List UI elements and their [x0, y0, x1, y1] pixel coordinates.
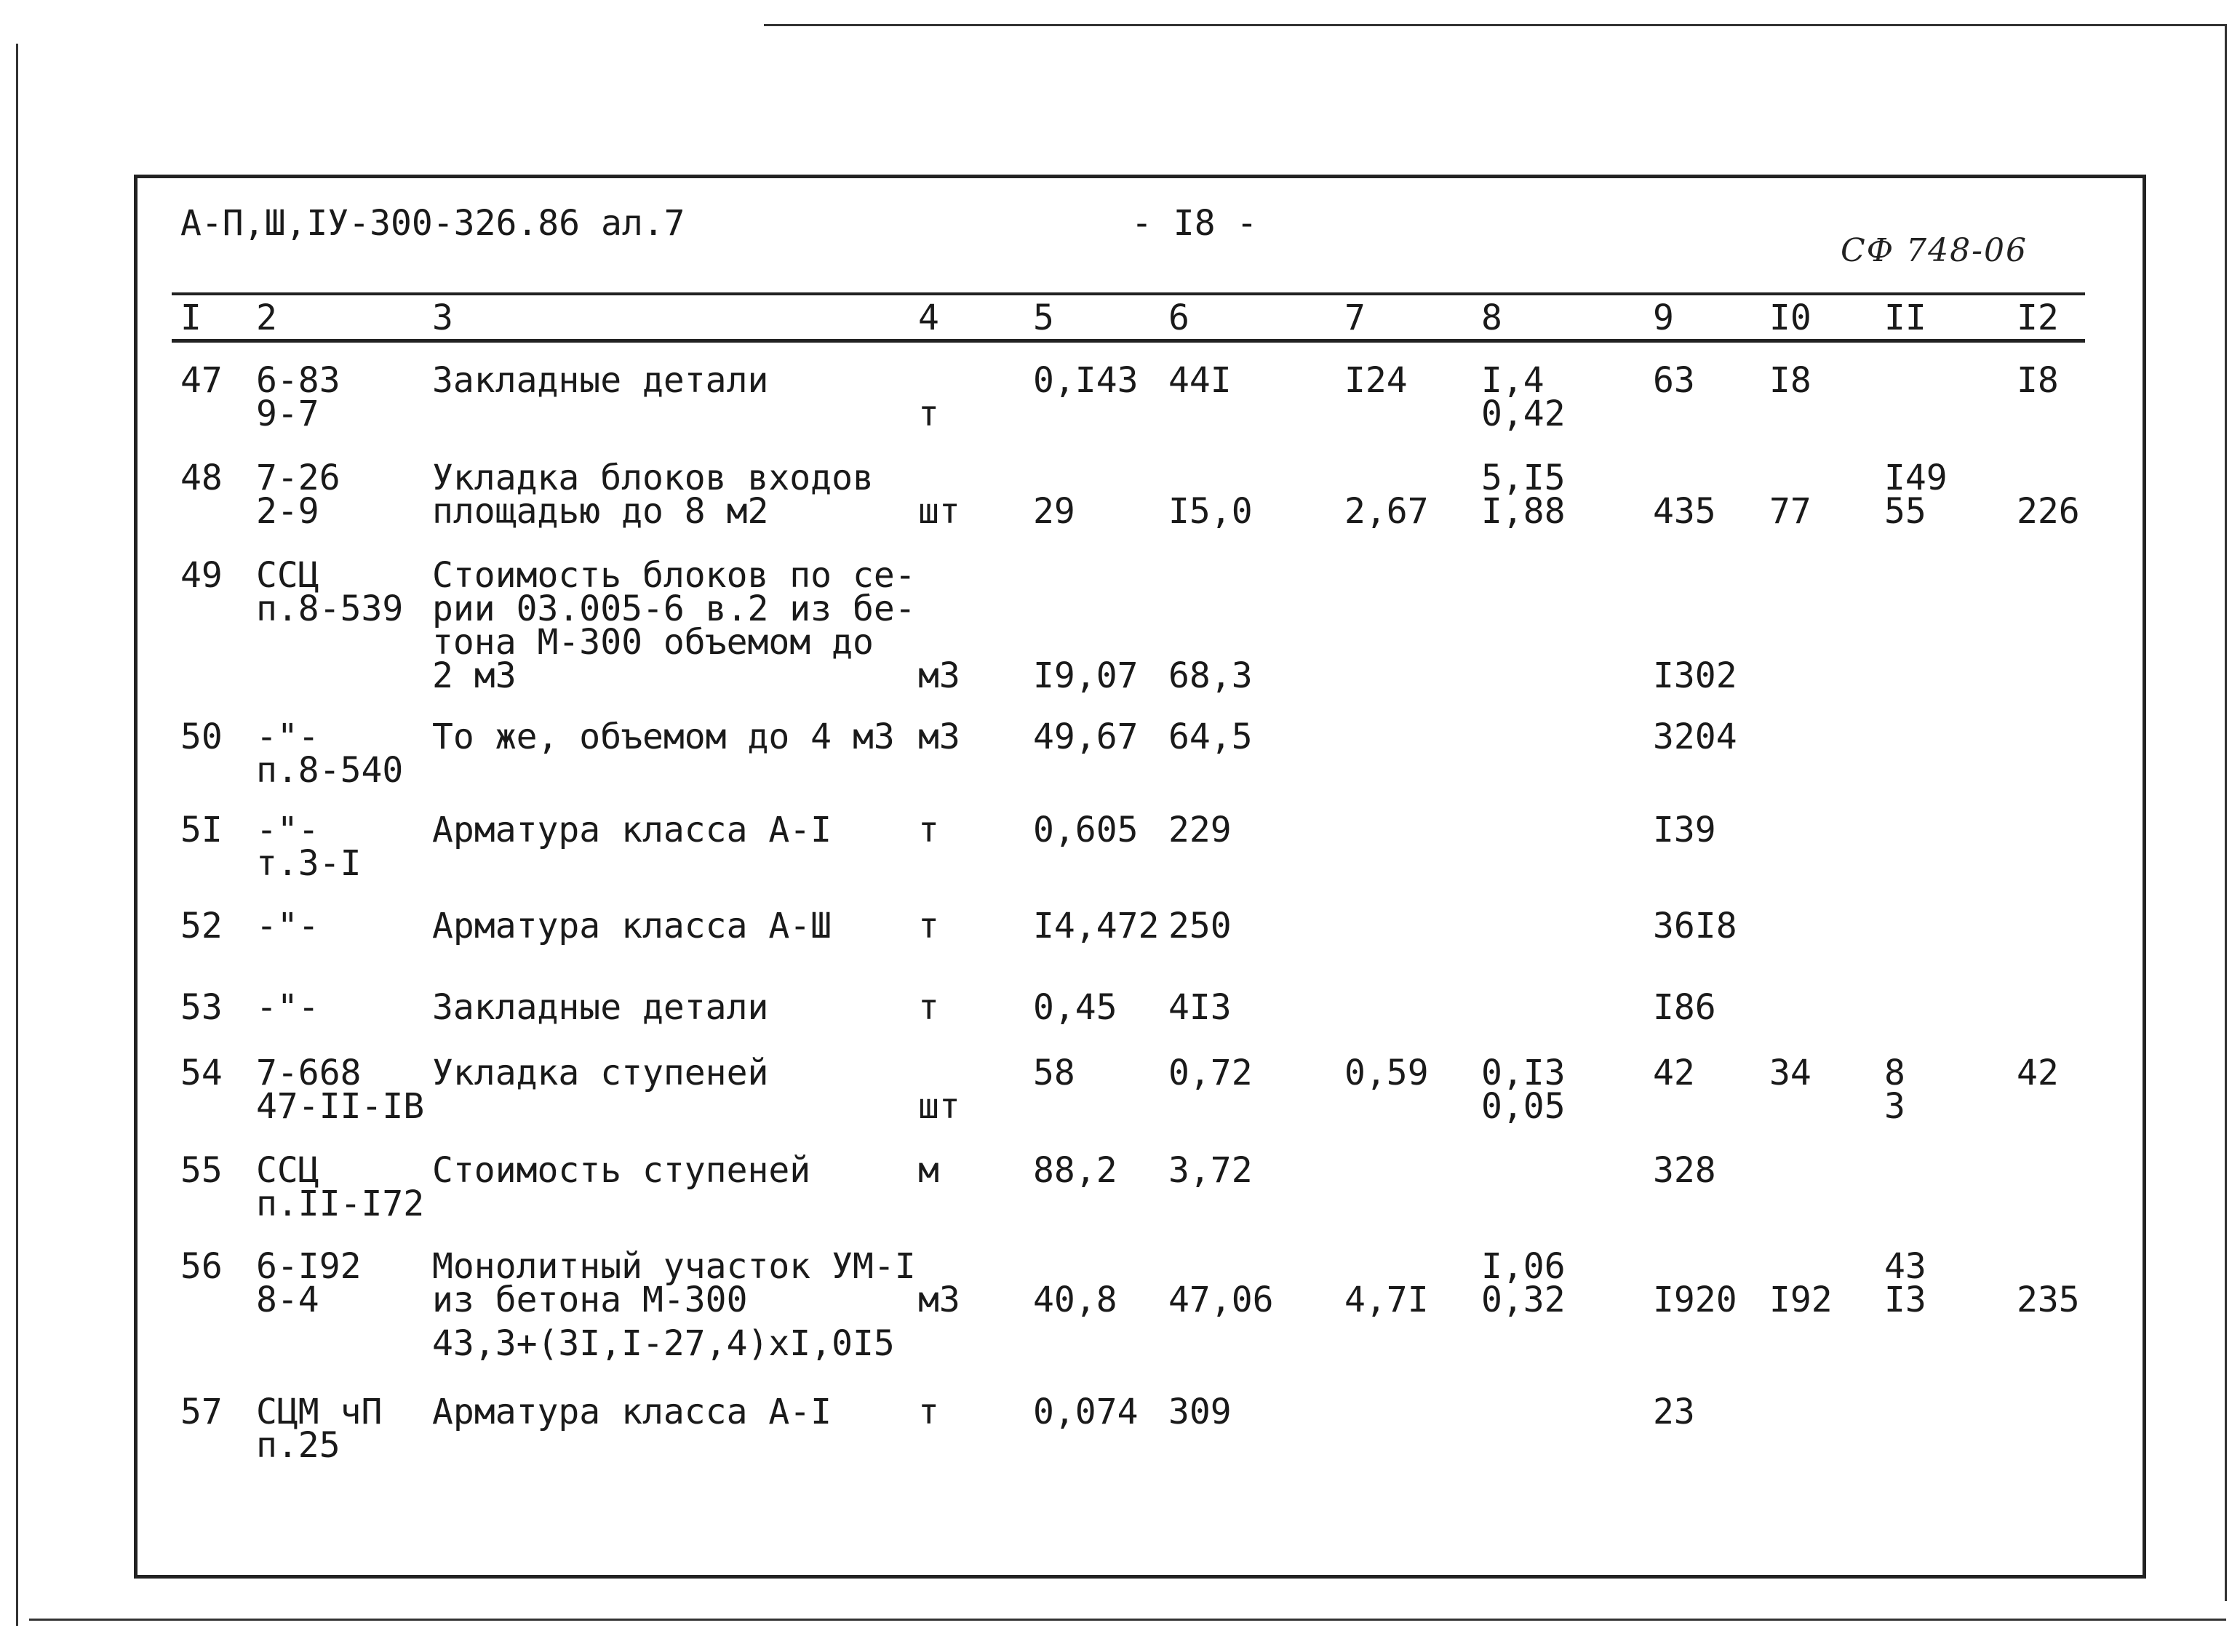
- row-unit: м3: [918, 717, 960, 757]
- row-col-6: 47,06: [1168, 1280, 1274, 1320]
- row-col-5: 29: [1033, 491, 1075, 532]
- row-col-12: 42: [2017, 1053, 2059, 1093]
- row-col-11: I3: [1884, 1280, 1926, 1320]
- row-name: из бетона М-300: [432, 1280, 748, 1320]
- row-unit: т: [918, 906, 939, 946]
- row-col-7: 4,7I: [1344, 1280, 1429, 1320]
- row-col-6: 64,5: [1168, 717, 1253, 757]
- row-name: площадью до 8 м2: [432, 491, 769, 532]
- row-col-9: 63: [1653, 360, 1695, 401]
- row-col-6: 4I3: [1168, 987, 1232, 1028]
- row-col-9: 42: [1653, 1053, 1695, 1093]
- row-number: 57: [180, 1392, 223, 1432]
- row-name: Укладка блоков входов: [432, 458, 874, 498]
- row-name: Стоимость блоков по се-: [432, 555, 916, 596]
- row-code: ССЦ: [256, 1150, 319, 1191]
- row-col-6: 68,3: [1168, 655, 1253, 696]
- column-header-9: 9: [1653, 298, 1674, 338]
- row-code: 47-II-IВ: [256, 1086, 425, 1127]
- row-number: 47: [180, 360, 223, 401]
- column-header-10: I0: [1769, 298, 1811, 338]
- row-col-12: I8: [2017, 360, 2059, 401]
- row-code: п.25: [256, 1425, 340, 1466]
- row-number: 50: [180, 717, 223, 757]
- row-code: 6-I92: [256, 1246, 362, 1287]
- row-col-10: 34: [1769, 1053, 1811, 1093]
- row-col-5: I9,07: [1033, 655, 1139, 696]
- row-unit: шт: [918, 1086, 960, 1127]
- row-col-10: I8: [1769, 360, 1811, 401]
- row-col-6: 0,72: [1168, 1053, 1253, 1093]
- row-col-5: 0,45: [1033, 987, 1117, 1028]
- row-col-9: I39: [1653, 810, 1716, 850]
- row-col-7: 2,67: [1344, 491, 1429, 532]
- row-col-11: 55: [1884, 491, 1926, 532]
- scan-edge-bottom: [29, 1619, 2226, 1621]
- row-unit: м: [918, 1150, 939, 1191]
- scan-edge-right: [2225, 24, 2227, 1601]
- row-col-5: 58: [1033, 1053, 1075, 1093]
- scan-edge-left: [16, 44, 18, 1626]
- row-formula: 43,3+(3I,I-27,4)хI,0I5: [432, 1323, 895, 1364]
- row-col-8: I,4: [1481, 360, 1545, 401]
- column-header-4: 4: [918, 298, 939, 338]
- row-code: п.II-I72: [256, 1184, 425, 1224]
- row-col-10: 77: [1769, 491, 1811, 532]
- column-header-8: 8: [1481, 298, 1502, 338]
- row-code: п.8-539: [256, 588, 404, 629]
- column-header-6: 6: [1168, 298, 1189, 338]
- row-col-9: I302: [1653, 655, 1737, 696]
- row-col-8: I,88: [1481, 491, 1566, 532]
- row-code: -"-: [256, 906, 319, 946]
- row-col-5: 49,67: [1033, 717, 1139, 757]
- row-number: 56: [180, 1246, 223, 1287]
- column-header-5: 5: [1033, 298, 1054, 338]
- column-header-11: II: [1884, 298, 1926, 338]
- row-col-6: 229: [1168, 810, 1232, 850]
- row-col-11: I49: [1884, 458, 1948, 498]
- row-unit: т: [918, 1392, 939, 1432]
- column-header-7: 7: [1344, 298, 1366, 338]
- row-code: п.8-540: [256, 750, 404, 791]
- row-name: Стоимость ступеней: [432, 1150, 811, 1191]
- column-header-3: 3: [432, 298, 453, 338]
- row-number: 54: [180, 1053, 223, 1093]
- row-name: Закладные детали: [432, 360, 769, 401]
- row-code: -"-: [256, 987, 319, 1028]
- archive-stamp: СФ 748-06: [1841, 232, 2028, 269]
- row-code: 9-7: [256, 394, 319, 434]
- document-code: А-П,Ш,IУ-300-326.86 ал.7: [180, 203, 685, 244]
- row-col-7: 0,59: [1344, 1053, 1429, 1093]
- row-number: 5I: [180, 810, 223, 850]
- row-name: тона М-300 объемом до: [432, 622, 874, 663]
- row-unit: м3: [918, 1280, 960, 1320]
- row-unit: т: [918, 394, 939, 434]
- row-col-10: I92: [1769, 1280, 1833, 1320]
- row-code: СЦМ чП: [256, 1392, 383, 1432]
- row-code: 8-4: [256, 1280, 319, 1320]
- row-col-5: I4,472: [1033, 906, 1160, 946]
- row-unit: шт: [918, 491, 960, 532]
- row-name: Арматура класса А-I: [432, 1392, 832, 1432]
- row-code: ССЦ: [256, 555, 319, 596]
- row-col-8: 0,05: [1481, 1086, 1566, 1127]
- row-col-5: 40,8: [1033, 1280, 1117, 1320]
- row-col-5: 0,605: [1033, 810, 1139, 850]
- row-col-8: 0,32: [1481, 1280, 1566, 1320]
- row-name: То же, объемом до 4 м3: [432, 717, 895, 757]
- header-rule-top: [172, 292, 2085, 295]
- row-unit: м3: [918, 655, 960, 696]
- row-unit: т: [918, 810, 939, 850]
- row-name: рии 03.005-6 в.2 из бе-: [432, 588, 916, 629]
- row-code: -"-: [256, 717, 319, 757]
- row-code: 7-26: [256, 458, 340, 498]
- row-number: 48: [180, 458, 223, 498]
- row-col-6: 44I: [1168, 360, 1232, 401]
- row-col-11: 8: [1884, 1053, 1905, 1093]
- row-col-8: 0,42: [1481, 394, 1566, 434]
- row-col-9: 435: [1653, 491, 1716, 532]
- row-name: 2 м3: [432, 655, 517, 696]
- row-col-8: I,06: [1481, 1246, 1566, 1287]
- row-col-11: 43: [1884, 1246, 1926, 1287]
- row-code: 6-83: [256, 360, 340, 401]
- row-col-12: 235: [2017, 1280, 2080, 1320]
- row-col-6: 309: [1168, 1392, 1232, 1432]
- row-number: 53: [180, 987, 223, 1028]
- row-col-12: 226: [2017, 491, 2080, 532]
- row-col-11: 3: [1884, 1086, 1905, 1127]
- row-col-5: 88,2: [1033, 1150, 1117, 1191]
- row-number: 49: [180, 555, 223, 596]
- row-col-6: I5,0: [1168, 491, 1253, 532]
- row-name: Монолитный участок УМ-I: [432, 1246, 916, 1287]
- row-col-9: 23: [1653, 1392, 1695, 1432]
- row-col-9: 3204: [1653, 717, 1737, 757]
- row-col-7: I24: [1344, 360, 1408, 401]
- row-code: -"-: [256, 810, 319, 850]
- row-col-6: 250: [1168, 906, 1232, 946]
- row-code: т.3-I: [256, 843, 362, 884]
- row-col-9: 328: [1653, 1150, 1716, 1191]
- row-unit: т: [918, 987, 939, 1028]
- row-code: 7-668: [256, 1053, 362, 1093]
- column-header-2: 2: [256, 298, 277, 338]
- row-col-9: I920: [1653, 1280, 1737, 1320]
- column-header-1: I: [180, 298, 202, 338]
- row-col-5: 0,I43: [1033, 360, 1139, 401]
- column-header-12: I2: [2017, 298, 2059, 338]
- scan-edge-top: [764, 24, 2226, 26]
- row-name: Арматура класса А-Ш: [432, 906, 832, 946]
- row-number: 55: [180, 1150, 223, 1191]
- header-rule-bottom: [172, 339, 2085, 343]
- row-col-8: 5,I5: [1481, 458, 1566, 498]
- row-name: Закладные детали: [432, 987, 769, 1028]
- page-number: - I8 -: [1131, 203, 1258, 244]
- row-name: Арматура класса А-I: [432, 810, 832, 850]
- row-code: 2-9: [256, 491, 319, 532]
- row-col-5: 0,074: [1033, 1392, 1139, 1432]
- row-col-9: 36I8: [1653, 906, 1737, 946]
- row-col-8: 0,I3: [1481, 1053, 1566, 1093]
- row-number: 52: [180, 906, 223, 946]
- row-col-6: 3,72: [1168, 1150, 1253, 1191]
- row-name: Укладка ступеней: [432, 1053, 769, 1093]
- row-col-9: I86: [1653, 987, 1716, 1028]
